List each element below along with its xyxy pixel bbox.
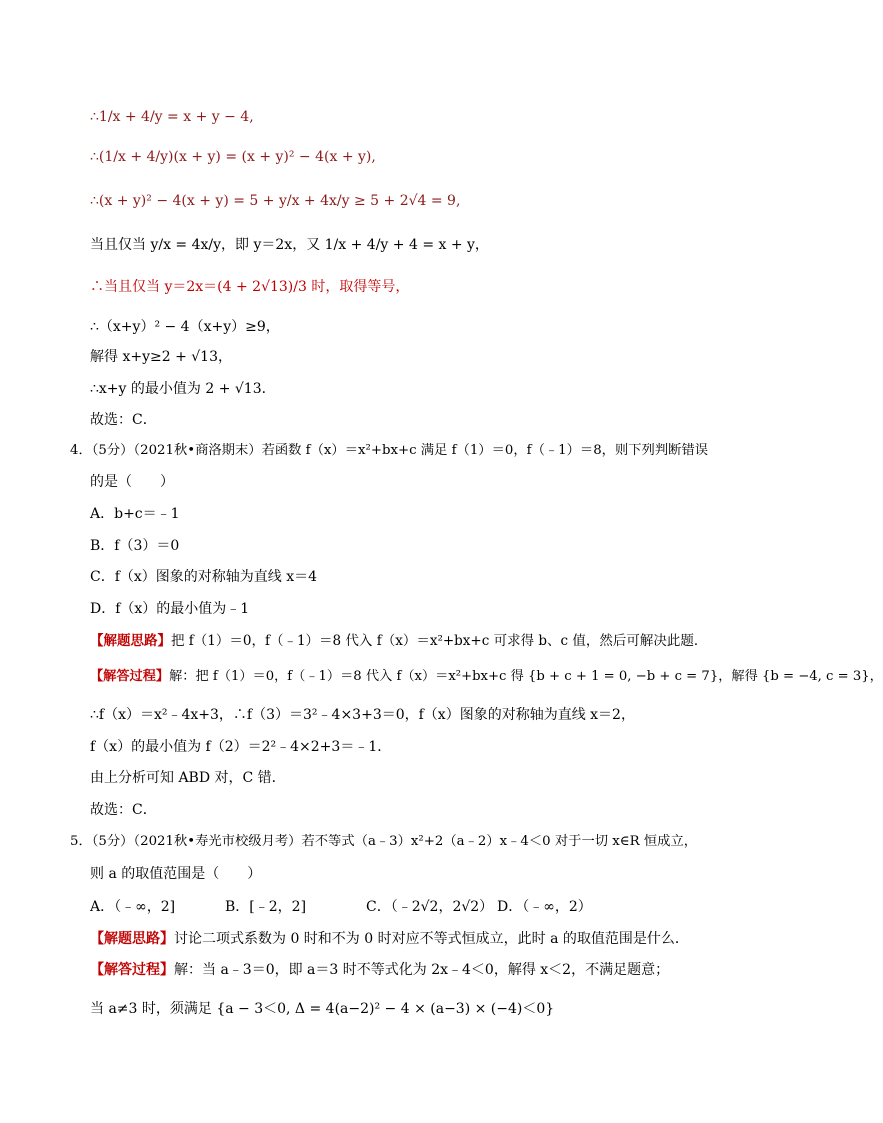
q5-option-d: D．（﹣∞，2） [497,899,592,915]
solution-line-8: ∴x+y 的最小值为 2 + √13． [90,381,276,397]
solution-line-1: ∴1/x + 4/y = x + y − 4, [90,109,254,125]
solution-line-2: ∴(1/x + 4/y)(x + y) = (x + y)² − 4(x + y), [90,149,376,165]
q4-idea-text: 把 f（1）＝0，f（﹣1）＝8 代入 f（x）＝x²+bx+c 可求得 b、c 值，然后可解决此题． [171,633,708,649]
q5-process-2: 当 a≠3 时，须满足 {a − 3＜0, Δ = 4(a−2)² − 4 × (a−3) × (−4)＜0} [90,1001,555,1017]
q5-process-1 [90,959,669,981]
q4-process-3: f（x）的最小值为 f（2）＝2²﹣4×2+3＝﹣1． [90,739,392,755]
q5-option-c: C．（﹣2√2，2√2） [366,899,494,915]
q5-option-b: B．[﹣2，2] [225,899,307,915]
q4-idea [90,630,707,652]
q4-stem-line-1: 4．（5分）（2021秋•商洛期末）若函数 f（x）＝x²+bx+c 满足 f（1）＝0，f（﹣1）＝8，则下列判断错误 [70,443,709,458]
q5-stem-line-2: 则 a 的取值范围是（ ） [90,866,262,882]
solution-line-4: 当且仅当 y/x = 4x/y，即 y＝2x，又 1/x + 4/y + 4 = x + y， [90,237,489,253]
q4-idea-tag: 【解题思路】 [90,633,171,649]
solution-line-9: 故选：C． [90,412,157,428]
q5-idea-text: 讨论二项式系数为 0 时和不为 0 时对应不等式恒成立，此时 a 的取值范围是什么． [174,931,689,947]
q5-stem-line-1: 5．（5分）（2021秋•寿光市校级月考）若不等式（a﹣3）x²+2（a﹣2）x﹣4＜0 对于一切 x∈R 恒成立， [70,834,698,849]
solution-line-5: ∴当且仅当 y＝2x＝(4 + 2√13)/3 时，取得等号， [90,279,410,295]
solution-line-7: 解得 x+y≥2 + √13， [90,349,232,365]
q4-process-text-1: 解：把 f（1）＝0，f（﹣1）＝8 代入 f（x）＝x²+bx+c 得 {b + c + 1 = 0, −b + c = 7}，解得 {b = −4, c = 3}， [169,669,883,684]
q4-option-b: B．f（3）＝0 [90,538,180,554]
q4-process-2: ∴f（x）＝x²﹣4x+3，∴f（3）＝3²﹣4×3+3＝0，f（x）图象的对称轴为直线 x＝2， [90,707,635,723]
solution-line-6: ∴（x+y）² − 4（x+y）≥9， [90,319,280,335]
q4-option-a: A．b+c＝﹣1 [90,506,180,522]
q5-option-a: A．（﹣∞，2] [90,899,176,915]
q5-idea-tag: 【解题思路】 [90,931,174,947]
q4-stem-line-2: 的是（ ） [90,474,174,490]
q4-process-4: 由上分析可知 ABD 对，C 错． [90,770,286,786]
q5-process-tag: 【解答过程】 [90,962,174,978]
q4-process-1 [90,666,883,688]
q4-process-tag: 【解答过程】 [90,669,170,684]
q4-process-5: 故选：C． [90,802,157,818]
q5-idea [90,928,689,950]
q4-option-d: D．f（x）的最小值为﹣1 [90,601,250,617]
solution-line-3: ∴(x + y)² − 4(x + y) = 5 + y/x + 4x/y ≥ 5 + 2√4 = 9, [90,193,461,209]
q4-option-c: C．f（x）图象的对称轴为直线 x＝4 [90,569,318,585]
q5-process-text-1: 解：当 a﹣3＝0，即 a＝3 时不等式化为 2x﹣4＜0，解得 x＜2，不满足题意； [174,962,670,978]
